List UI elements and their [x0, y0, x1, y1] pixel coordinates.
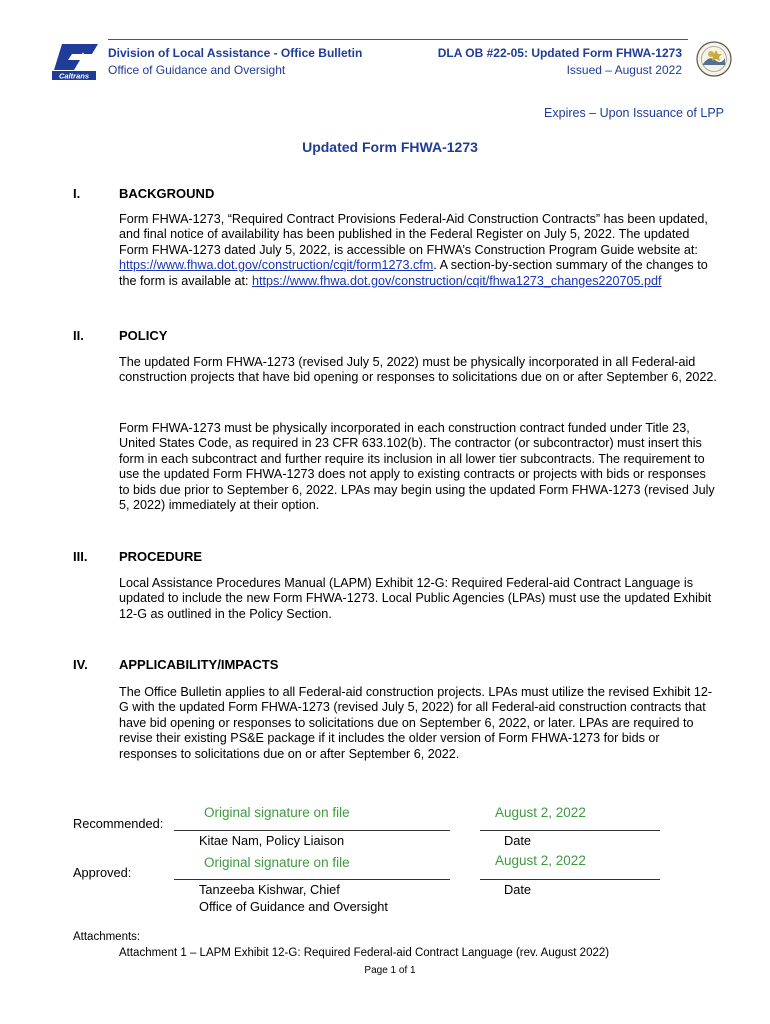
- approved-name: [199, 881, 388, 915]
- recommended-signature: Original signature on file: [204, 805, 350, 820]
- page-number: Page 1 of 1: [364, 965, 416, 976]
- attachments-block: [73, 929, 609, 961]
- approved-date: August 2, 2022: [495, 853, 586, 868]
- recommended-date-label: Date: [504, 833, 532, 848]
- approved-signature-line: [174, 879, 450, 880]
- section-2-heading: POLICY: [119, 328, 168, 343]
- section-3-paragraph: Local Assistance Procedures Manual (LAPM) Exhibit 12-G: Required Federal-aid Contract Language is updated to include the new Form FHWA-1273. Local Public Agencies (LPAs) must use the updated Exhibit 12-G as outlined in the Policy Section.: [119, 576, 712, 621]
- division-title: Division of Local Assistance - Office Bulletin: [108, 46, 363, 60]
- caltrans-logo: [48, 40, 104, 87]
- attachment-item: Attachment 1 – LAPM Exhibit 12-G: Required Federal-aid Contract Language (rev. August 2022): [119, 947, 610, 959]
- recommended-label: Recommended:: [73, 816, 164, 831]
- approved-title: Office of Guidance and Oversight: [199, 899, 388, 914]
- section-3-heading: PROCEDURE: [119, 549, 203, 564]
- attachments-label: Attachments:: [73, 931, 141, 943]
- state-seal-icon: [695, 38, 733, 85]
- section-1-text-a: Form FHWA-1273, “Required Contract Provisions Federal-Aid Construction Contracts” has been updated, and final notice of availability has been published in the Federal Register on July 5, 2022. The updated Form FHWA-1273 dated July 5, 2022, is accessible on FHWA’s Construction Program Guide website at:: [119, 212, 708, 257]
- approved-date-line: [480, 879, 660, 880]
- header-left: [108, 45, 362, 79]
- section-3-number: III.: [73, 549, 88, 564]
- office-name: Office of Guidance and Oversight: [108, 63, 286, 77]
- approved-person: Tanzeeba Kishwar, Chief: [199, 882, 340, 897]
- logo-text: Caltrans: [58, 71, 90, 81]
- header-rule: [108, 39, 688, 40]
- section-1-number: I.: [73, 186, 81, 201]
- section-4-heading: APPLICABILITY/IMPACTS: [119, 657, 279, 672]
- approved-date-label: Date: [504, 882, 532, 897]
- section-2-paragraph-1: The updated Form FHWA-1273 (revised July 5, 2022) must be physically incorporated in all Federal-aid construction projects that have bid opening or responses to solicitations due on or after September 6, 2022.: [119, 355, 717, 385]
- approved-label: Approved:: [73, 865, 132, 880]
- section-4-paragraph: The Office Bulletin applies to all Federal-aid construction projects. LPAs must utilize the revised Exhibit 12-G with the updated Form FHWA-1273 (revised July 5, 2022) for all Federal-aid construction contracts that have bid opening or responses to solicitations due on September 6, 2022, or later. LPAs are required to revise their existing PS&E package if it includes the older version of Form FHWA-1273 for bids or responses to solicitations due on or after September 6, 2022.: [119, 685, 713, 761]
- section-1-text-b: . A section-by-section summary of the changes to the form is available at:: [119, 258, 708, 288]
- expiration-note: Expires – Upon Issuance of LPP: [544, 106, 724, 120]
- section-2-paragraph-2: Form FHWA-1273 must be physically incorporated in each construction contract funded under Title 23, United States Code, as required in 23 CFR 633.102(b). The contractor (or subcontractor) must insert this form in each subcontract and further require its inclusion in all lower tier subcontracts. The requirement to use the updated Form FHWA-1273 does not apply to existing contracts or projects with bids or responses to bids due prior to September 6, 2022. LPAs may begin using the updated Form FHWA-1273 (revised July 5, 2022) immediately at their option.: [119, 421, 715, 513]
- section-4-number: IV.: [73, 657, 88, 672]
- recommended-name: Kitae Nam, Policy Liaison: [199, 833, 345, 848]
- section-2-number: II.: [73, 328, 84, 343]
- section-1-paragraph: [119, 212, 719, 289]
- form1273-link[interactable]: https://www.fhwa.dot.gov/construction/cqit/form1273.cfm: [119, 258, 434, 273]
- section-1-heading: BACKGROUND: [119, 186, 215, 201]
- issued-date: Issued – August 2022: [566, 63, 682, 77]
- page-title: Updated Form FHWA-1273: [302, 139, 478, 155]
- changes-summary-link[interactable]: https://www.fhwa.dot.gov/construction/cqit/fhwa1273_changes220705.pdf: [252, 273, 662, 288]
- recommended-signature-line: [174, 830, 450, 831]
- approved-signature: Original signature on file: [204, 855, 350, 870]
- header-right: [438, 45, 682, 79]
- recommended-date: August 2, 2022: [495, 805, 586, 820]
- bulletin-id: DLA OB #22-05: Updated Form FHWA-1273: [437, 46, 682, 60]
- recommended-date-line: [480, 830, 660, 831]
